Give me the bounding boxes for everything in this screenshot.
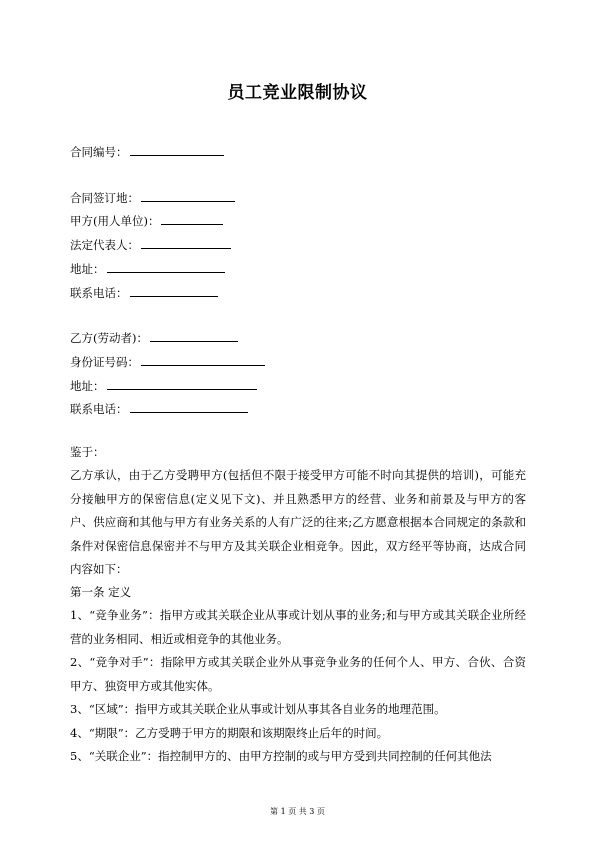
party-a-label: 甲方(用人单位)： xyxy=(70,214,160,228)
whereas-heading: 鉴于： xyxy=(70,445,105,459)
sign-place-line xyxy=(70,190,235,205)
definition-2: 2、“竞争对手”：指除甲方或其关联企业外从事竞争业务的任何个人、甲方、合伙、合资甲方、独资甲方或其他实体。 xyxy=(70,655,526,693)
phone-b-label: 联系电话： xyxy=(70,402,128,416)
definition-5: 5、“关联企业”：指控制甲方的、由甲方控制的或与甲方受到共同控制的任何其他法 xyxy=(70,749,492,763)
legal-rep-line xyxy=(70,237,231,252)
legal-rep-label: 法定代表人： xyxy=(70,238,139,252)
id-no-label: 身份证号码： xyxy=(70,355,139,369)
phone-b-blank[interactable] xyxy=(130,401,248,413)
phone-b-line xyxy=(70,401,248,416)
legal-rep-blank[interactable] xyxy=(141,237,231,249)
phone-a-blank[interactable] xyxy=(130,285,218,297)
definition-3: 3、“区域”：指甲方或其关联企业从事或计划从事其各自业务的地理范围。 xyxy=(70,702,446,716)
contract-no-blank[interactable] xyxy=(130,144,224,156)
page-footer: 第 1 页 共 3 页 xyxy=(270,807,325,816)
address-b-line xyxy=(70,378,257,393)
contract-no-line xyxy=(70,144,224,159)
sign-place-blank[interactable] xyxy=(141,190,235,202)
address-a-line xyxy=(70,261,225,276)
party-a-line xyxy=(70,213,223,228)
party-b-label: 乙方(劳动者)： xyxy=(70,331,148,345)
document-title: 员工竞业限制协议 xyxy=(227,83,368,103)
sign-place-label: 合同签订地： xyxy=(70,191,139,205)
article-1-heading: 第一条 定义 xyxy=(70,585,132,599)
party-a-blank[interactable] xyxy=(161,213,223,225)
definition-4: 4、“期限”：乙方受聘于甲方的期限和该期限终止后年的时间。 xyxy=(70,726,389,740)
address-a-label: 地址： xyxy=(70,262,105,276)
phone-a-line xyxy=(70,285,218,300)
id-no-blank[interactable] xyxy=(141,354,265,366)
party-b-line xyxy=(70,330,238,345)
id-no-line xyxy=(70,354,265,369)
address-a-blank[interactable] xyxy=(107,261,225,273)
definition-1: 1、“竞争业务”：指甲方或其关联企业从事或计划从事的业务;和与甲方或其关联企业所经营的业务相同、相近或相竞争的其他业务。 xyxy=(70,608,526,646)
intro-paragraph: 乙方承认，由于乙方受聘甲方(包括但不限于接受甲方可能不时向其提供的培训)，可能充分接触甲方的保密信息(定义见下文)、并且熟悉甲方的经营、业务和前景及与甲方的客户、供应商和其他与甲方有业务关系的人有广泛的往来;乙方愿意根据本合同规定的条款和条件对保密信息保密并不与甲方及其关联企业相竞争。因此，双方经平等协商，达成合同内容如下： xyxy=(70,468,526,576)
address-b-blank[interactable] xyxy=(107,378,257,390)
phone-a-label: 联系电话： xyxy=(70,286,128,300)
address-b-label: 地址： xyxy=(70,379,105,393)
contract-no-label: 合同编号： xyxy=(70,145,128,159)
party-b-blank[interactable] xyxy=(150,330,238,342)
